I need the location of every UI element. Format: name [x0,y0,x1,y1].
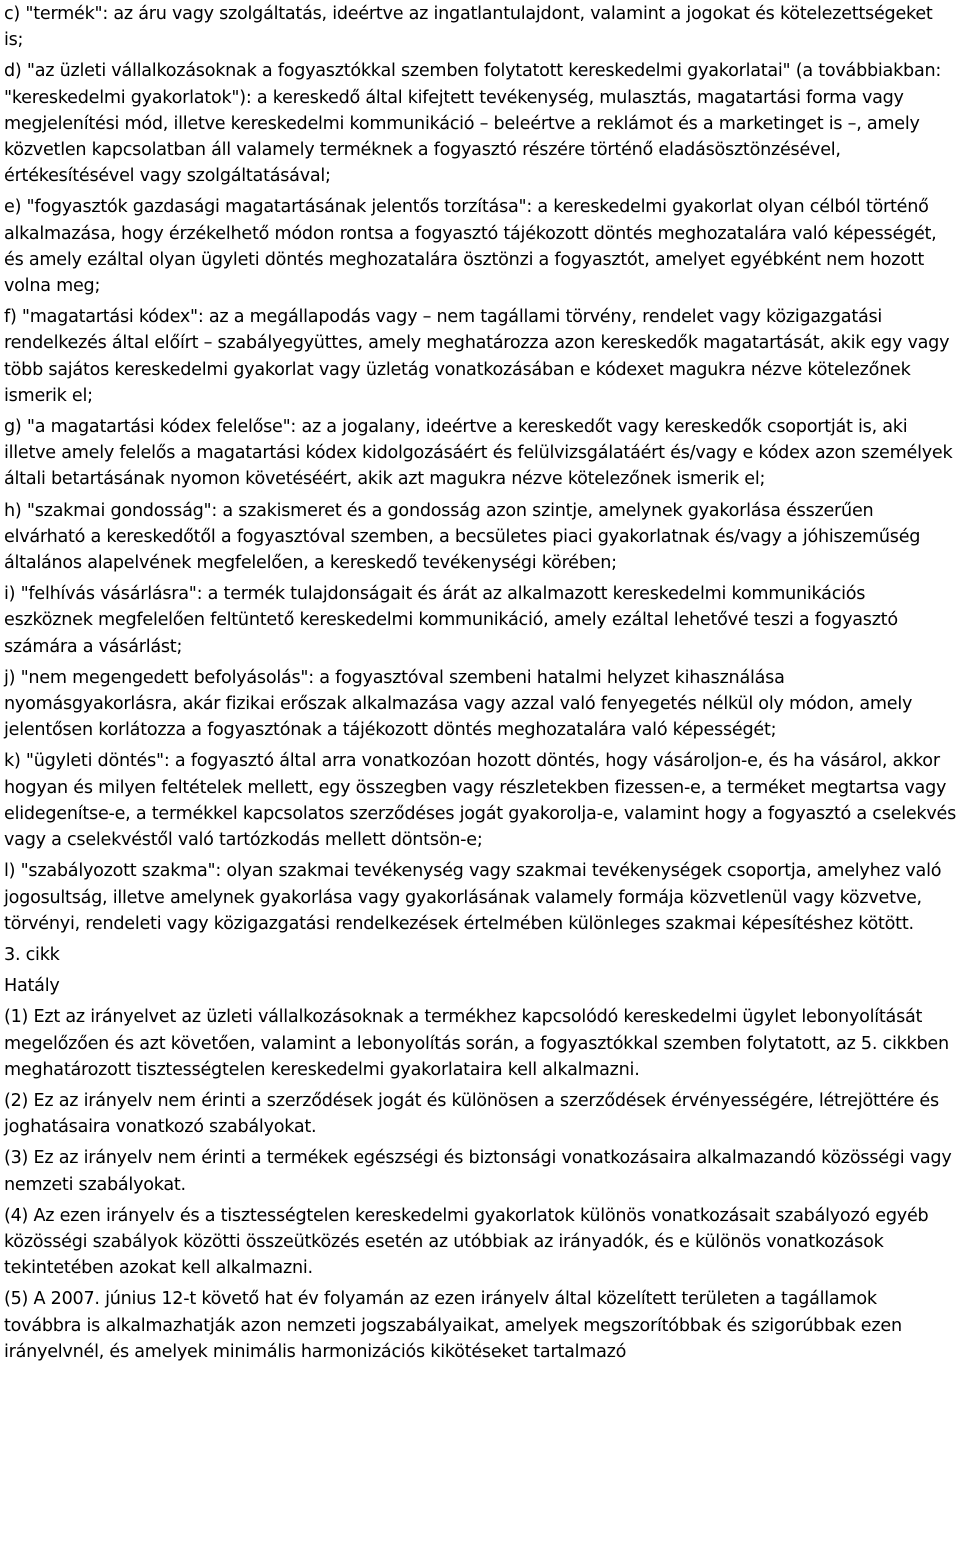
definition-c: c) "termék": az áru vagy szolgáltatás, ideértve az ingatlantulajdont, valamint a jogokat és kötelezettségeket is; [4,4,933,51]
definition-h: h) "szakmai gondosság": a szakismeret és a gondosság azon szintje, amelynek gyakorlása ésszerűen elvárható a kereskedőtől a fogyasztóval szemben, a becsületes piaci gyakorlatnak és/vagy a jóhiszeműség általános alapelvének megfelelően, a kereskedő tevékenységi körében; [4,500,921,574]
definition-e: e) "fogyasztók gazdasági magatartásának jelentős torzítása": a kereskedelmi gyakorlat olyan célból történő alkalmazása, hogy érzékelhető módon rontsa a fogyasztó tájékozott döntés meghozatalára való képességét, és amely ezáltal olyan ügyleti döntés meghozatalára ösztönzi a fogyasztót, amelyet egyébként nem hozott volna meg; [4,197,937,297]
paragraph-3: (3) Ez az irányelv nem érinti a termékek egészségi és biztonsági vonatkozásaira alkalmazandó közösségi vagy nemzeti szabályokat. [4,1148,952,1195]
article-title: Hatály [4,976,60,997]
paragraph-5: (5) A 2007. június 12-t követő hat év folyamán az ezen irányelv által közelített területen a tagállamok továbbra is alkalmazhatják azon nemzeti jogszabályaikat, amelyek megszorítóbbak és szigorúbbak ezen irányelvnél, és amelyek minimális harmonizációs kikötéseket tartalmazó [4,1289,902,1362]
definition-l: l) "szabályozott szakma": olyan szakmai tevékenység vagy szakmai tevékenységek csoportja, amelyhez való jogosultság, illetve amelynek gyakorlása vagy gyakorlásának valamely formája közvetlenül vagy közvetve, törvényi, rendeleti vagy közigazgatási rendelkezések értelmében különleges szakmai képesítéshez kötött. [4,861,942,934]
definition-j: j) "nem megengedett befolyásolás": a fogyasztóval szembeni hatalmi helyzet kihasználása nyomásgyakorlásra, akár fizikai erőszak alkalmazása vagy azzal való fenyegetés nélkül oly módon, amely jelentősen korlátozza a fogyasztónak a tájékozott döntés meghozatalára való képességét; [4,667,913,741]
definition-i: i) "felhívás vásárlásra": a termék tulajdonságait és árát az alkalmazott kereskedelmi kommunikációs eszköznek megfelelően feltüntető kereskedelmi kommunikáció, amely ezáltal lehetővé teszi a fogyasztó számára a vásárlást; [4,584,898,657]
paragraph-1: (1) Ezt az irányelvet az üzleti vállalkozásoknak a termékhez kapcsolódó kereskedelmi ügylet lebonyolítását megelőzően és azt követően, valamint a lebonyolítás során, a fogyasztókkal szemben folytatott, az 5. cikkben meghatározott tisztességtelen kereskedelmi gyakorlataira kell alkalmazni. [4,1007,949,1080]
article-number: 3. cikk [4,944,60,965]
paragraph-4: (4) Az ezen irányelv és a tisztességtelen kereskedelmi gyakorlatok különös vonatkozásait szabályozó egyéb közösségi szabályok közötti összeütközés esetén az utóbbiak az irányadók, és e különös vonatkozások tekintetében azokat kell alkalmazni. [4,1205,929,1279]
definition-f: f) "magatartási kódex": az a megállapodás vagy – nem tagállami törvény, rendelet vagy közigazgatási rendelkezés által előírt – szabályegyüttes, amely meghatározza azon kereskedők magatartását, akik egy vagy több sajátos kereskedelmi gyakorlat vagy üzletág vonatkozásában e kódexet magukra nézve kötelezőnek ismerik el; [4,307,950,406]
definition-k: k) "ügyleti döntés": a fogyasztó által arra vonatkozóan hozott döntés, hogy vásároljon-e, és ha vásárol, akkor hogyan és milyen feltételek mellett, egy összegben vagy részletekben fizessen-e, a terméket megtartsa vagy elidegenítse-e, a termékkel kapcsolatos szerződéses jogát gyakorolja-e, valamint hogy a fogyasztó a cselekvés vagy a cselekvéstől való tartózkodás mellett döntsön-e; [4,751,956,851]
definition-d: d) "az üzleti vállalkozásoknak a fogyasztókkal szemben folytatott kereskedelmi gyakorlatai" (a továbbiakban: "kereskedelmi gyakorlatok"): a kereskedő által kifejtett tevékenység, mulasztás, magatartási forma vagy megjelenítési mód, illetve kereskedelmi kommunikáció – beleértve a reklámot és a marketinget is –, amely közvetlen kapcsolatban áll valamely terméknek a fogyasztó részére történő eladásösztönzésével, értékesítésével vagy szolgáltatásával; [4,61,942,187]
definition-g: g) "a magatartási kódex felelőse": az a jogalany, ideértve a kereskedőt vagy kereskedők csoportját is, aki illetve amely felelős a magatartási kódex kidolgozásáért és felülvizsgálatáért és/vagy e kódex azon személyek általi betartásának nyomon követéséért, akik azt magukra nézve kötelezőnek ismerik el; [4,417,953,490]
paragraph-2: (2) Ez az irányelv nem érinti a szerződések jogát és különösen a szerződések érvényességére, létrejöttére és joghatásaira vonatkozó szabályokat. [4,1090,939,1138]
